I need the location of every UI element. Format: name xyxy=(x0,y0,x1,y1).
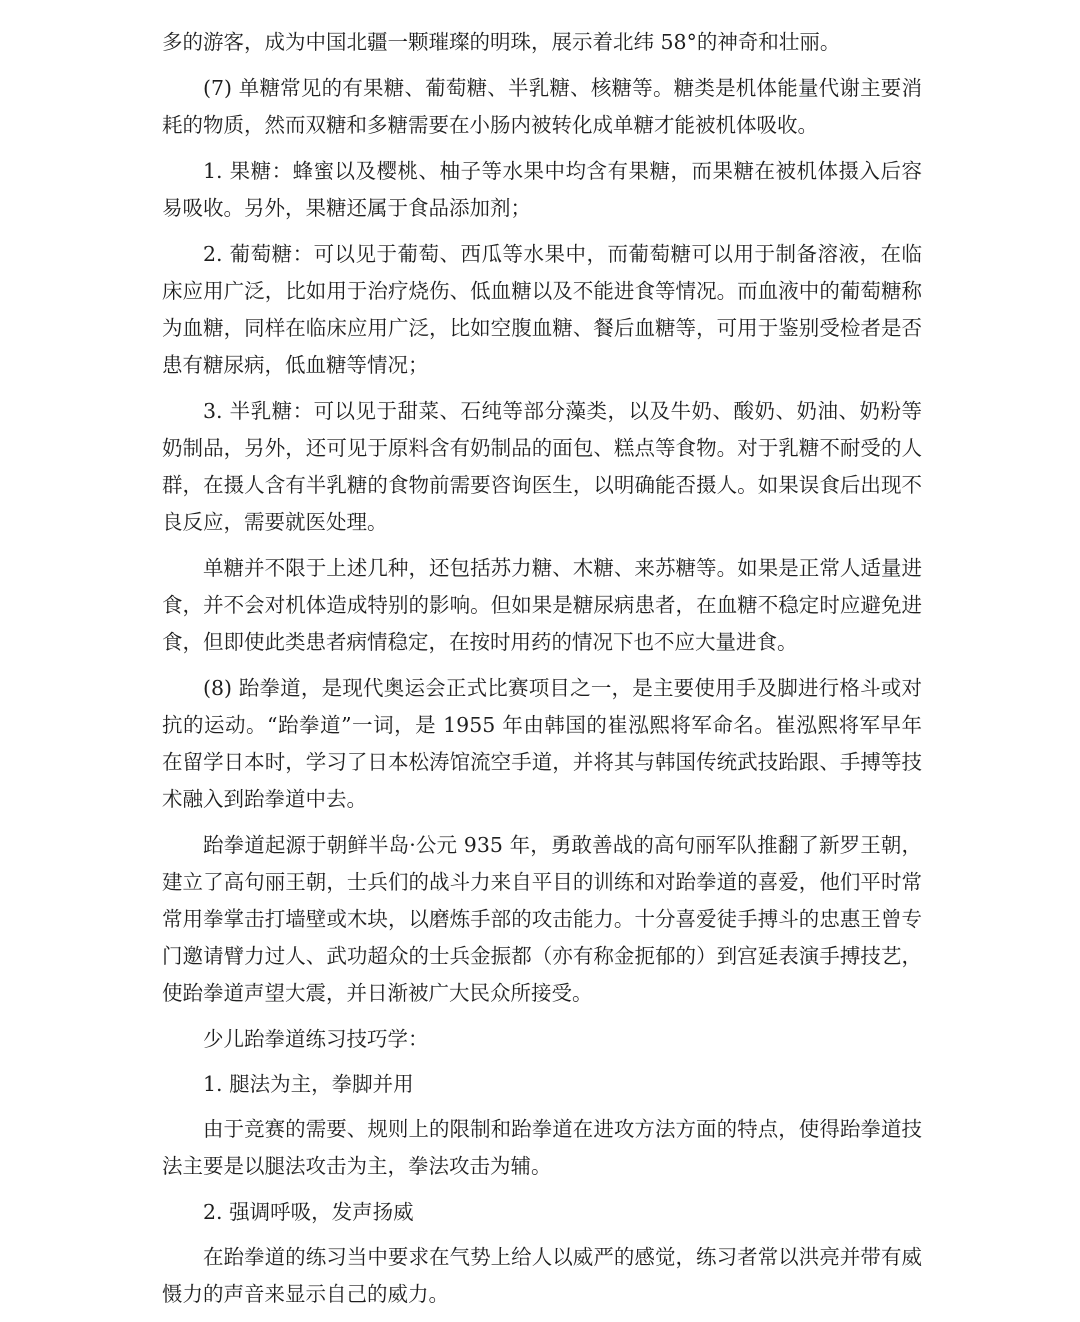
paragraph-galactose: 3. 半乳糖：可以见于甜菜、石纯等部分藻类，以及牛奶、酸奶、奶油、奶粉等奶制品，另外，还可见于原料含有奶制品的面包、糕点等食物。对于乳糖不耐受的人群，在摄人含有半乳糖的食物前需要咨询医生，以明确能否摄人。如果误食后出现不良反应，需要就医处理。 xyxy=(162,399,922,534)
document-page xyxy=(162,24,922,1322)
paragraph-continuation: 多的游客，成为中国北疆一颗璀璨的明珠，展示着北纬 58°的神奇和壮丽。 xyxy=(162,30,841,54)
paragraph-glucose: 2. 葡萄糖：可以见于葡萄、西瓜等水果中，而葡萄糖可以用于制备溶液，在临床应用广泛，比如用于治疗烧伤、低血糖以及不能进食等情况。而血液中的葡萄糖称为血糖，同样在临床应用广泛，比如空腹血糖、餐后血糖等，可用于鉴别受检者是否患有糖尿病，低血糖等情况； xyxy=(162,242,922,377)
paragraph-tip-1: 由于竞赛的需要、规则上的限制和跆拳道在进攻方法方面的特点，使得跆拳道技法主要是以腿法攻击为主，拳法攻击为辅。 xyxy=(162,1117,922,1178)
paragraph-tip-2: 在跆拳道的练习当中要求在气势上给人以威严的感觉，练习者常以洪亮并带有威慑力的声音来显示自己的威力。 xyxy=(162,1245,922,1306)
paragraph-other-monosaccharides: 单糖并不限于上述几种，还包括苏力糖、木糖、来苏糖等。如果是正常人适量进食，并不会对机体造成特别的影响。但如果是糖尿病患者，在血糖不稳定时应避免进食，但即使此类患者病情稳定，在按时用药的情况下也不应大量进食。 xyxy=(162,556,922,654)
paragraph-taekwondo-origin: 跆拳道起源于朝鲜半岛·公元 935 年，勇敢善战的高句丽军队推翻了新罗王朝，建立了高句丽王朝，士兵们的战斗力来自平目的训练和对跆拳道的喜爱，他们平时常常用拳掌击打墙壁或木块，以磨炼手部的攻击能力。十分喜爱徒手搏斗的忠惠王曾专门邀请臂力过人、武功超众的士兵金振都（亦有称金扼郁的）到宫延表演手搏技艺，使跆拳道声望大震，并日渐被广大民众所接受。 xyxy=(162,833,922,1005)
paragraph-taekwondo-intro: (8) 跆拳道，是现代奥运会正式比赛项目之一，是主要使用手及脚进行格斗或对抗的运动。“跆拳道”一词，是 1955 年由韩国的崔泓熙将军命名。崔泓熙将军早年在留学日本时，学习了日本松涛馆流空手道，并将其与韩国传统武技跆跟、手搏等技术融入到跆拳道中去。 xyxy=(162,676,922,811)
paragraph-monosaccharides-intro: (7) 单糖常见的有果糖、葡萄糖、半乳糖、核糖等。糖类是机体能量代谢主要消耗的物质，然而双糖和多糖需要在小肠内被转化成单糖才能被机体吸收。 xyxy=(162,76,922,137)
heading-tip-1: 1. 腿法为主，拳脚并用 xyxy=(203,1072,414,1096)
paragraph-fructose: 1. 果糖：蜂蜜以及樱桃、柚子等水果中均含有果糖，而果糖在被机体摄入后容易吸收。另外，果糖还属于食品添加剂； xyxy=(162,159,922,220)
heading-tip-2: 2. 强调呼吸，发声扬威 xyxy=(203,1200,414,1224)
heading-practice-tips: 少儿跆拳道练习技巧学： xyxy=(203,1027,429,1051)
